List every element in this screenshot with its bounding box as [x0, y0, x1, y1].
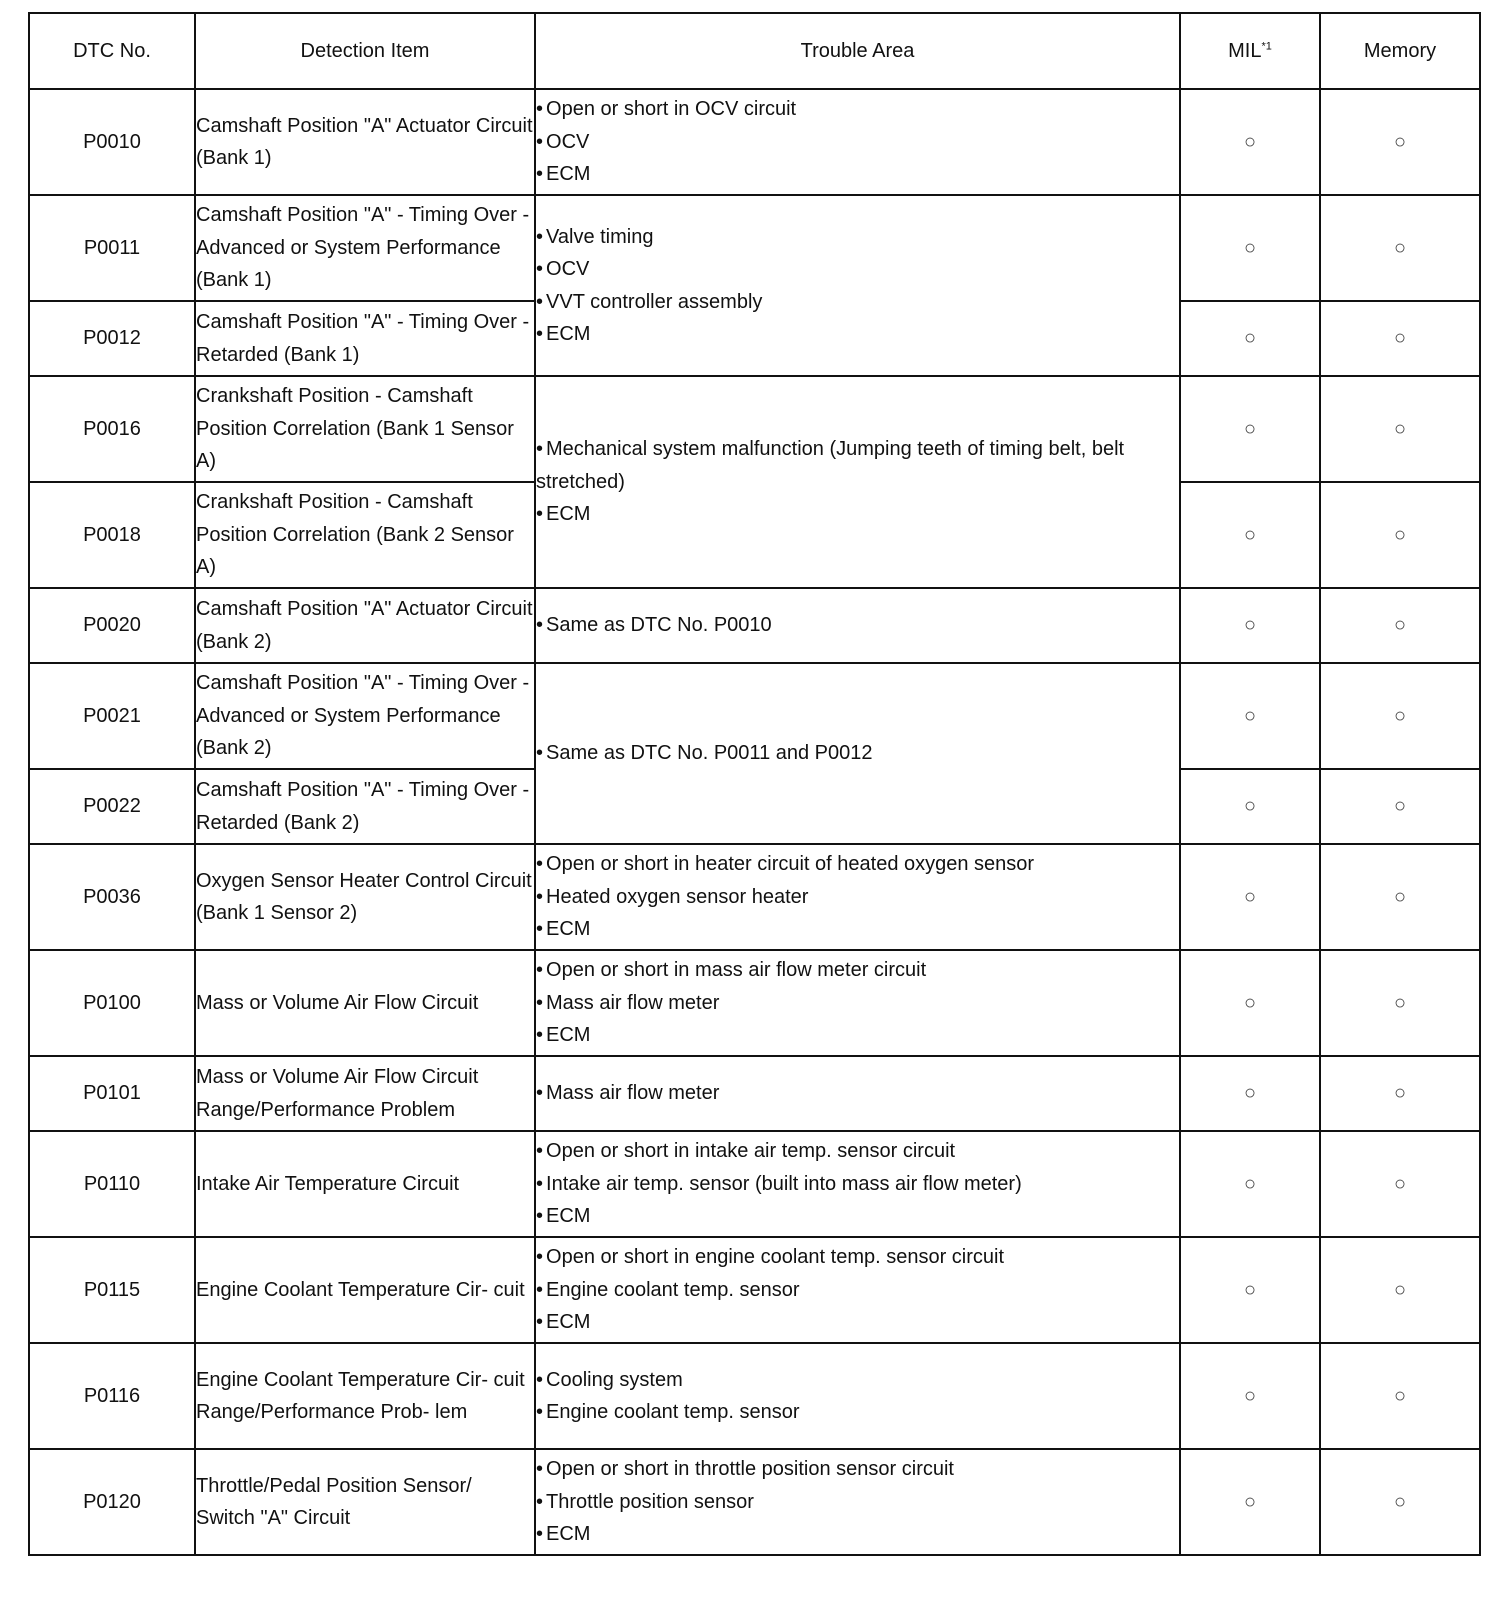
mil-mark: ○ — [1180, 588, 1320, 663]
memory-mark: ○ — [1320, 1449, 1480, 1555]
table-row — [29, 844, 1480, 950]
dtc-code: P0018 — [29, 482, 195, 588]
trouble-item: • Mass air flow meter — [536, 987, 1179, 1020]
trouble-item: • Open or short in mass air flow meter circuit — [536, 954, 1179, 987]
trouble-item: • Mass air flow meter — [536, 1077, 1179, 1110]
trouble-area — [535, 950, 1180, 1056]
table-row — [29, 950, 1480, 1056]
trouble-item: • ECM — [536, 158, 1179, 191]
mil-mark: ○ — [1180, 1131, 1320, 1237]
memory-mark: ○ — [1320, 663, 1480, 769]
memory-mark: ○ — [1320, 844, 1480, 950]
table-row — [29, 1131, 1480, 1237]
detection-item: Camshaft Position "A" - Timing Over - Advanced or System Performance (Bank 2) — [195, 663, 535, 769]
memory-mark: ○ — [1320, 89, 1480, 195]
trouble-item: • ECM — [536, 318, 1179, 351]
trouble-item: • Heated oxygen sensor heater — [536, 881, 1179, 914]
header-mil-footnote: *1 — [1261, 40, 1272, 53]
memory-mark: ○ — [1320, 769, 1480, 844]
trouble-area — [535, 1131, 1180, 1237]
trouble-area — [535, 1343, 1180, 1449]
memory-mark: ○ — [1320, 1131, 1480, 1237]
dtc-code: P0012 — [29, 301, 195, 376]
table-row — [29, 376, 1480, 482]
dtc-code: P0021 — [29, 663, 195, 769]
trouble-item: • Open or short in heater circuit of heated oxygen sensor — [536, 848, 1179, 881]
trouble-item: • Open or short in intake air temp. sensor circuit — [536, 1135, 1179, 1168]
memory-mark: ○ — [1320, 482, 1480, 588]
trouble-item: • Cooling system — [536, 1364, 1179, 1397]
dtc-code: P0116 — [29, 1343, 195, 1449]
table-row — [29, 588, 1480, 663]
header-memory: Memory — [1320, 13, 1480, 89]
trouble-item: • Same as DTC No. P0010 — [536, 609, 1179, 642]
trouble-item: • Open or short in OCV circuit — [536, 93, 1179, 126]
detection-item: Engine Coolant Temperature Cir- cuit Range/Performance Prob- lem — [195, 1343, 535, 1449]
table-row — [29, 195, 1480, 301]
trouble-area — [535, 1056, 1180, 1131]
mil-mark: ○ — [1180, 195, 1320, 301]
detection-item: Mass or Volume Air Flow Circuit Range/Performance Problem — [195, 1056, 535, 1131]
trouble-area — [535, 588, 1180, 663]
detection-item: Camshaft Position "A" Actuator Circuit (Bank 2) — [195, 588, 535, 663]
trouble-item: • VVT controller assembly — [536, 286, 1179, 319]
header-row — [29, 13, 1480, 89]
detection-item: Mass or Volume Air Flow Circuit — [195, 950, 535, 1056]
detection-item: Oxygen Sensor Heater Control Circuit (Bank 1 Sensor 2) — [195, 844, 535, 950]
header-dtc-no: DTC No. — [29, 13, 195, 89]
mil-mark: ○ — [1180, 663, 1320, 769]
trouble-item: • Engine coolant temp. sensor — [536, 1396, 1179, 1429]
table-row — [29, 1449, 1480, 1555]
dtc-code: P0036 — [29, 844, 195, 950]
dtc-code: P0022 — [29, 769, 195, 844]
memory-mark: ○ — [1320, 1056, 1480, 1131]
header-mil-label: MIL — [1228, 39, 1262, 62]
memory-mark: ○ — [1320, 588, 1480, 663]
detection-item: Camshaft Position "A" - Timing Over - Retarded (Bank 1) — [195, 301, 535, 376]
detection-item: Throttle/Pedal Position Sensor/ Switch "A" Circuit — [195, 1449, 535, 1555]
table-row — [29, 1056, 1480, 1131]
trouble-item: • Intake air temp. sensor (built into mass air flow meter) — [536, 1168, 1179, 1201]
trouble-item: • ECM — [536, 1200, 1179, 1233]
trouble-item: • ECM — [536, 1518, 1179, 1551]
mil-mark: ○ — [1180, 950, 1320, 1056]
dtc-code: P0115 — [29, 1237, 195, 1343]
trouble-item: • OCV — [536, 126, 1179, 159]
trouble-area — [535, 1237, 1180, 1343]
trouble-item: • Valve timing — [536, 221, 1179, 254]
trouble-item: • Mechanical system malfunction (Jumping teeth of timing belt, belt stretched) — [536, 433, 1179, 498]
trouble-area — [535, 376, 1180, 588]
memory-mark: ○ — [1320, 1237, 1480, 1343]
mil-mark: ○ — [1180, 376, 1320, 482]
trouble-item: • Open or short in engine coolant temp. sensor circuit — [536, 1241, 1179, 1274]
header-trouble-area: Trouble Area — [535, 13, 1180, 89]
table-row — [29, 89, 1480, 195]
table-row — [29, 1343, 1480, 1449]
dtc-code: P0120 — [29, 1449, 195, 1555]
detection-item: Intake Air Temperature Circuit — [195, 1131, 535, 1237]
detection-item: Camshaft Position "A" Actuator Circuit (Bank 1) — [195, 89, 535, 195]
memory-mark: ○ — [1320, 301, 1480, 376]
dtc-code: P0010 — [29, 89, 195, 195]
dtc-code: P0016 — [29, 376, 195, 482]
mil-mark: ○ — [1180, 844, 1320, 950]
dtc-code: P0020 — [29, 588, 195, 663]
header-detection-item: Detection Item — [195, 13, 535, 89]
memory-mark: ○ — [1320, 376, 1480, 482]
dtc-code: P0100 — [29, 950, 195, 1056]
trouble-item: • Throttle position sensor — [536, 1486, 1179, 1519]
header-mil — [1180, 13, 1320, 89]
dtc-code: P0101 — [29, 1056, 195, 1131]
mil-mark: ○ — [1180, 482, 1320, 588]
table-row — [29, 663, 1480, 769]
trouble-area — [535, 663, 1180, 844]
mil-mark: ○ — [1180, 1056, 1320, 1131]
trouble-item: • ECM — [536, 498, 1179, 531]
mil-mark: ○ — [1180, 1343, 1320, 1449]
mil-mark: ○ — [1180, 1449, 1320, 1555]
trouble-item: • Same as DTC No. P0011 and P0012 — [536, 737, 1179, 770]
dtc-code: P0011 — [29, 195, 195, 301]
detection-item: Crankshaft Position - Camshaft Position Correlation (Bank 2 Sensor A) — [195, 482, 535, 588]
dtc-table — [28, 12, 1481, 1556]
dtc-code: P0110 — [29, 1131, 195, 1237]
mil-mark: ○ — [1180, 769, 1320, 844]
trouble-item: • ECM — [536, 1306, 1179, 1339]
detection-item: Crankshaft Position - Camshaft Position Correlation (Bank 1 Sensor A) — [195, 376, 535, 482]
detection-item: Camshaft Position "A" - Timing Over - Retarded (Bank 2) — [195, 769, 535, 844]
detection-item: Camshaft Position "A" - Timing Over - Advanced or System Performance (Bank 1) — [195, 195, 535, 301]
memory-mark: ○ — [1320, 950, 1480, 1056]
memory-mark: ○ — [1320, 195, 1480, 301]
trouble-area — [535, 844, 1180, 950]
table-row — [29, 1237, 1480, 1343]
trouble-item: • ECM — [536, 913, 1179, 946]
trouble-area — [535, 1449, 1180, 1555]
trouble-item: • Open or short in throttle position sensor circuit — [536, 1453, 1179, 1486]
trouble-item: • ECM — [536, 1019, 1179, 1052]
mil-mark: ○ — [1180, 301, 1320, 376]
trouble-item: • OCV — [536, 253, 1179, 286]
mil-mark: ○ — [1180, 89, 1320, 195]
memory-mark: ○ — [1320, 1343, 1480, 1449]
trouble-area — [535, 89, 1180, 195]
detection-item: Engine Coolant Temperature Cir- cuit — [195, 1237, 535, 1343]
trouble-item: • Engine coolant temp. sensor — [536, 1274, 1179, 1307]
mil-mark: ○ — [1180, 1237, 1320, 1343]
trouble-area — [535, 195, 1180, 376]
